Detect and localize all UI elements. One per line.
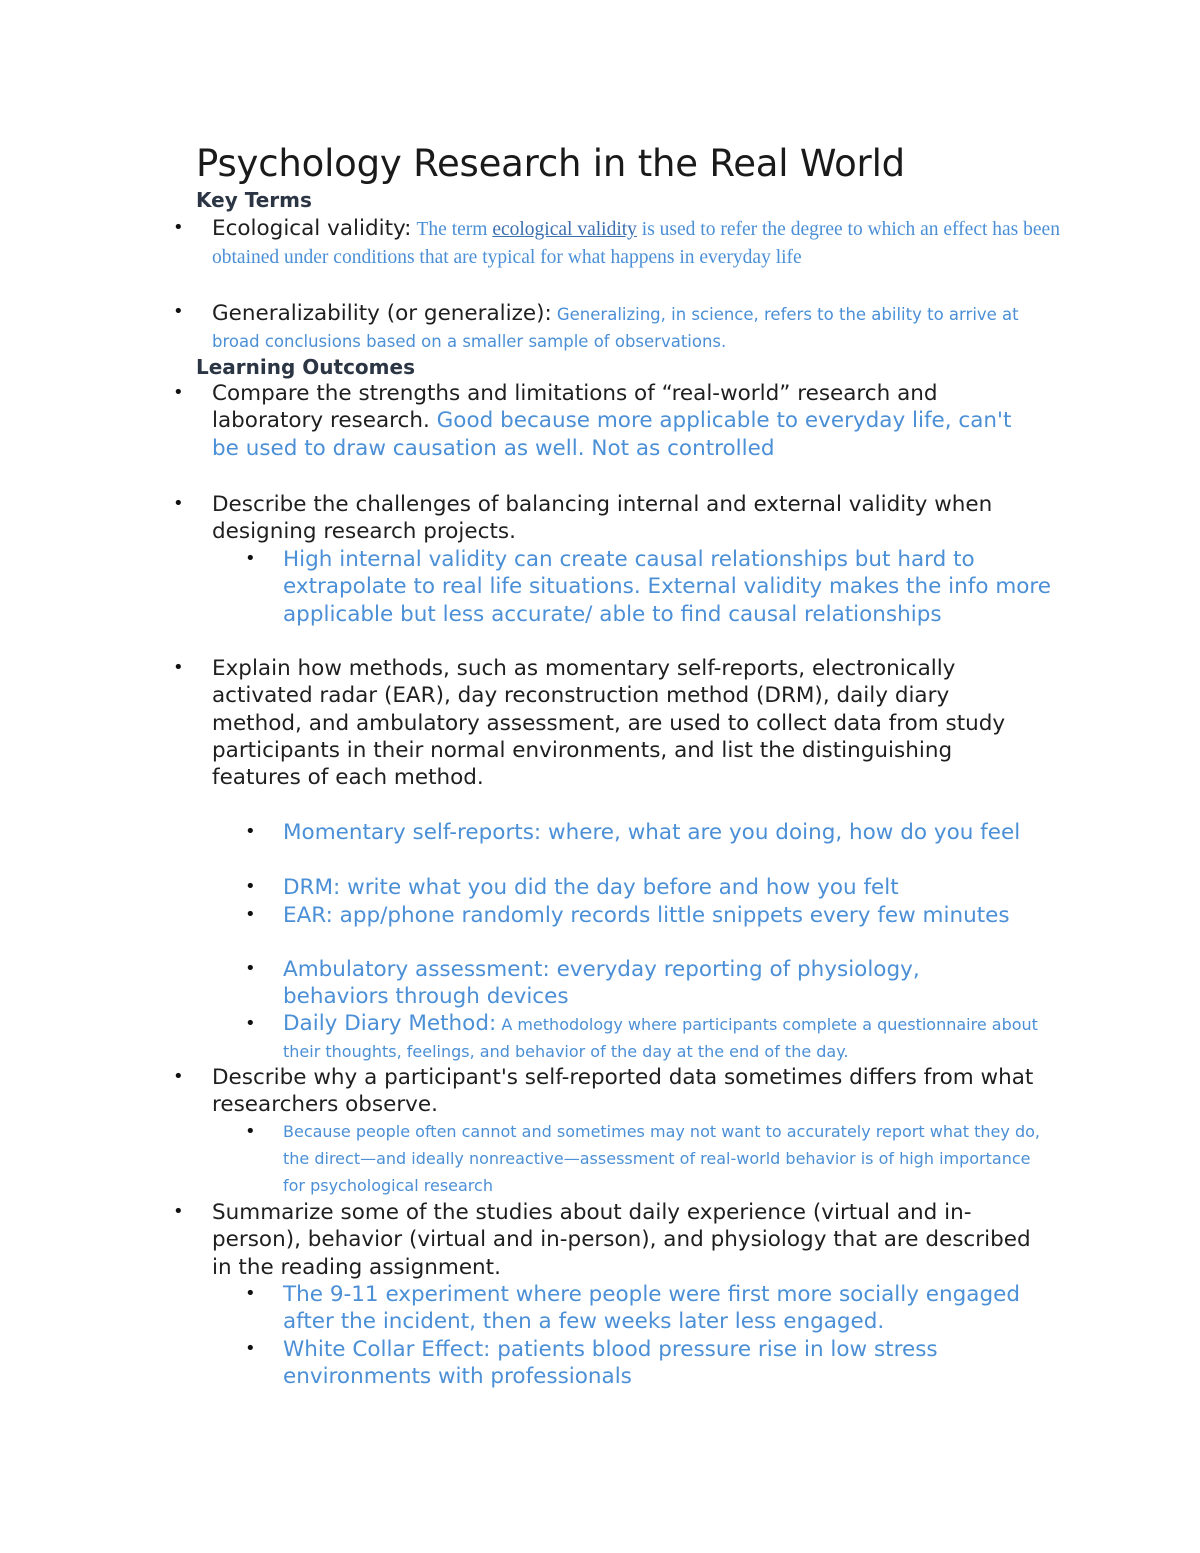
- outcome-self-report: Describe why a participant's self-reported data sometimes differs from what researchers observe.: [212, 1065, 1034, 1118]
- sub-item: The 9-11 experiment where people were first more socially engaged after the incident, then a few weeks later less engaged.: [283, 1282, 1020, 1335]
- bullet-icon: •: [173, 1201, 184, 1222]
- term-label: Generalizability (or generalize):: [212, 301, 552, 326]
- sub-item: Because people often cannot and sometimes may not want to accurately report what they do, the direct—and ideally nonreactive—assessment of real-world behavior is of high importance for psychological research: [283, 1122, 1040, 1195]
- outcome-text: Compare the strengths and limitations of “real-world” research and laboratory research.: [212, 381, 938, 434]
- bullet-icon: •: [245, 958, 256, 979]
- bullet-icon: •: [245, 821, 256, 842]
- sub-item: DRM: write what you did the day before and how you felt: [283, 875, 899, 900]
- bullet-icon: •: [173, 301, 184, 322]
- bullet-icon: •: [245, 548, 256, 569]
- sub-item: High internal validity can create causal relationships but hard to extrapolate to real life situations. External validity makes the info more applicable but less accurate/ able to find causal relationships: [283, 547, 1052, 627]
- outcome-explain-methods: Explain how methods, such as momentary self-reports, electronically activated radar (EAR), day reconstruction method (DRM), daily diary method, and ambulatory assessment, are used to collect data from study participants in their normal environments, and list the distinguishing features of each method.: [212, 656, 1006, 791]
- sub-item: Momentary self-reports: where, what are you doing, how do you feel: [283, 820, 1021, 845]
- term-definition: Generalizing, in science, refers to the ability to arrive at broad conclusions based on a smaller sample of observations.: [212, 305, 1019, 351]
- sub-item-daily-diary: [283, 1010, 1073, 1065]
- bullet-icon: •: [245, 904, 256, 925]
- key-term-generalizability: [212, 300, 1062, 355]
- outcome-note: Good because more applicable to everyday life, can't be used to draw causation as well. Not as controlled: [212, 408, 1012, 461]
- sub-item: White Collar Effect: patients blood pressure rise in low stress environments with professionals: [283, 1337, 938, 1390]
- definition-text: is used to refer the degree to which an effect has been obtained under conditions that are typical for what happens in everyday life: [212, 219, 1060, 268]
- ecological-validity-link[interactable]: ecological validity: [492, 219, 637, 240]
- diary-text: A methodology where participants complete a questionnaire about their thoughts, feelings, and behavior of the day at the end of the day.: [283, 1015, 1038, 1061]
- bullet-icon: •: [173, 382, 184, 403]
- outcome-summarize: Summarize some of the studies about daily experience (virtual and in-person), behavior (virtual and in-person), and physiology that are described in the reading assignment.: [212, 1200, 1031, 1280]
- bullet-icon: •: [173, 217, 184, 238]
- bullet-icon: •: [173, 1066, 184, 1087]
- definition-text: The term: [416, 219, 493, 240]
- bullet-icon: •: [245, 1013, 256, 1034]
- sub-item: EAR: app/phone randomly records little snippets every few minutes: [283, 903, 1010, 928]
- bullet-icon: •: [245, 1283, 256, 1304]
- learning-outcomes-heading: Learning Outcomes: [196, 355, 415, 379]
- outcome-compare: [212, 380, 1032, 462]
- diary-label: Daily Diary Method:: [283, 1011, 497, 1036]
- key-terms-heading: Key Terms: [196, 188, 312, 212]
- page-title: Psychology Research in the Real World: [196, 142, 905, 185]
- key-term-ecological-validity: [212, 215, 1062, 271]
- bullet-icon: •: [173, 657, 184, 678]
- term-label: Ecological validity:: [212, 216, 412, 241]
- bullet-icon: •: [245, 876, 256, 897]
- bullet-icon: •: [173, 493, 184, 514]
- bullet-icon: •: [245, 1121, 256, 1142]
- bullet-icon: •: [245, 1338, 256, 1359]
- sub-item: Ambulatory assessment: everyday reporting of physiology, behaviors through devices: [283, 957, 920, 1010]
- outcome-describe-validity: Describe the challenges of balancing internal and external validity when designing research projects.: [212, 492, 993, 545]
